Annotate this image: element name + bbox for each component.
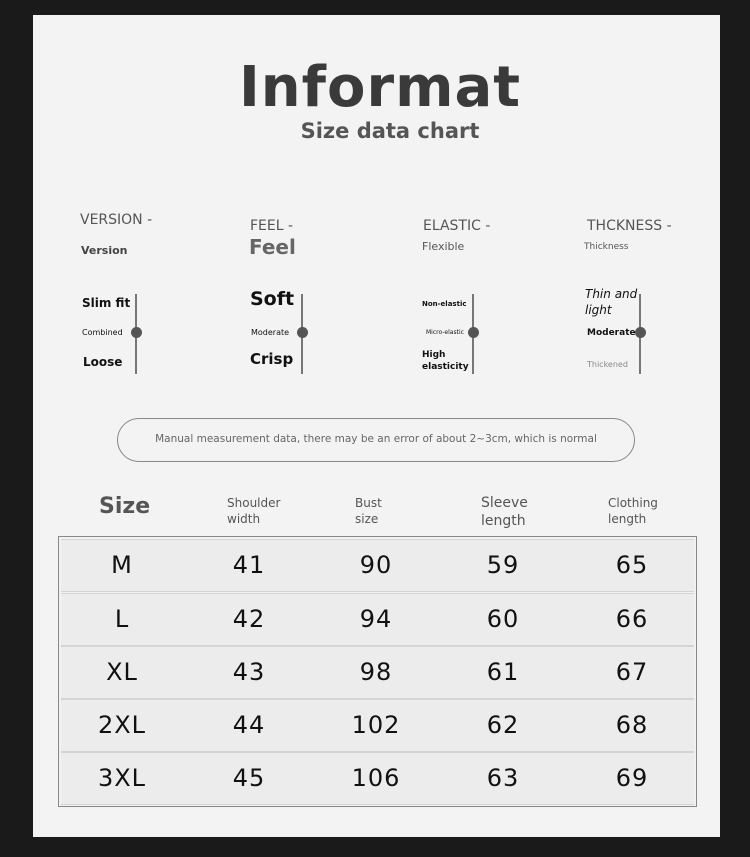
cell-size: L — [114, 605, 130, 633]
cell-shoulder: 44 — [232, 711, 266, 739]
table-header-sleeve: Sleeve length — [481, 495, 528, 529]
cell-clothing: 67 — [615, 658, 649, 686]
attribute-elastic — [423, 218, 543, 398]
scale-label-bottom: Crisp — [250, 350, 294, 368]
cell-shoulder: 45 — [232, 764, 266, 792]
measurement-note: Manual measurement data, there may be an error of about 2~3cm, which is normal — [117, 418, 635, 462]
cell-clothing: 68 — [615, 711, 649, 739]
scale-indicator — [297, 327, 308, 338]
table-row — [61, 699, 694, 752]
cell-sleeve: 62 — [486, 711, 520, 739]
cell-shoulder: 43 — [232, 658, 266, 686]
page-subtitle: Size data chart — [300, 119, 480, 143]
scale-label-top: Soft — [250, 288, 295, 310]
cell-sleeve: 59 — [486, 551, 520, 579]
attribute-heading: ELASTIC - — [423, 218, 491, 234]
attribute-heading: FEEL - — [250, 218, 294, 234]
attribute-subheading: Feel — [249, 235, 296, 259]
cell-bust: 102 — [351, 711, 401, 739]
size-chart-card — [33, 15, 720, 837]
scale-label-bottom: Thickened — [587, 360, 628, 369]
attribute-heading: THCKNESS - — [587, 218, 672, 234]
attribute-subheading: Flexible — [422, 240, 465, 253]
scale-indicator — [635, 327, 646, 338]
scale-label-top: Non-elastic — [422, 300, 467, 308]
cell-clothing: 65 — [615, 551, 649, 579]
attribute-heading: VERSION - — [80, 212, 153, 228]
attribute-subheading: Thickness — [584, 242, 629, 252]
scale-label-bottom: Loose — [83, 355, 123, 369]
cell-bust: 90 — [359, 551, 393, 579]
scale-label-middle: Moderate — [251, 328, 290, 337]
table-row — [61, 539, 694, 592]
cell-bust: 98 — [359, 658, 393, 686]
table-header-size: Size — [99, 494, 151, 519]
cell-size: 2XL — [97, 711, 147, 739]
cell-bust: 94 — [359, 605, 393, 633]
scale-indicator — [468, 327, 479, 338]
table-row — [61, 752, 694, 805]
cell-clothing: 69 — [615, 764, 649, 792]
size-table — [58, 536, 697, 807]
cell-sleeve: 61 — [486, 658, 520, 686]
scale-label-bottom: High elasticity — [422, 350, 469, 372]
table-header-clothing: Clothing length — [608, 496, 658, 526]
cell-sleeve: 60 — [486, 605, 520, 633]
cell-bust: 106 — [351, 764, 401, 792]
scale-indicator — [131, 327, 142, 338]
scale-label-middle: Micro-elastic — [426, 329, 464, 336]
cell-shoulder: 41 — [232, 551, 266, 579]
table-header-shoulder: Shoulder width — [227, 496, 281, 526]
cell-clothing: 66 — [615, 605, 649, 633]
attribute-version — [80, 212, 200, 392]
table-row — [61, 646, 694, 699]
scale-label-top: Slim fit — [82, 296, 131, 310]
attribute-subheading: Version — [81, 244, 128, 257]
table-header-bust: Bust size — [355, 496, 382, 526]
attribute-thickness — [584, 218, 707, 398]
cell-shoulder: 42 — [232, 605, 266, 633]
scale-label-top: Thin and light — [585, 287, 638, 317]
cell-size: XL — [106, 658, 138, 686]
scale-label-middle: Moderate — [587, 328, 636, 338]
scale-label-middle: Combined — [82, 328, 123, 337]
cell-size: 3XL — [97, 764, 147, 792]
cell-sleeve: 63 — [486, 764, 520, 792]
cell-size: M — [111, 551, 133, 579]
table-row — [61, 593, 694, 646]
page-title: Informat — [238, 55, 522, 120]
attribute-feel — [250, 218, 370, 398]
